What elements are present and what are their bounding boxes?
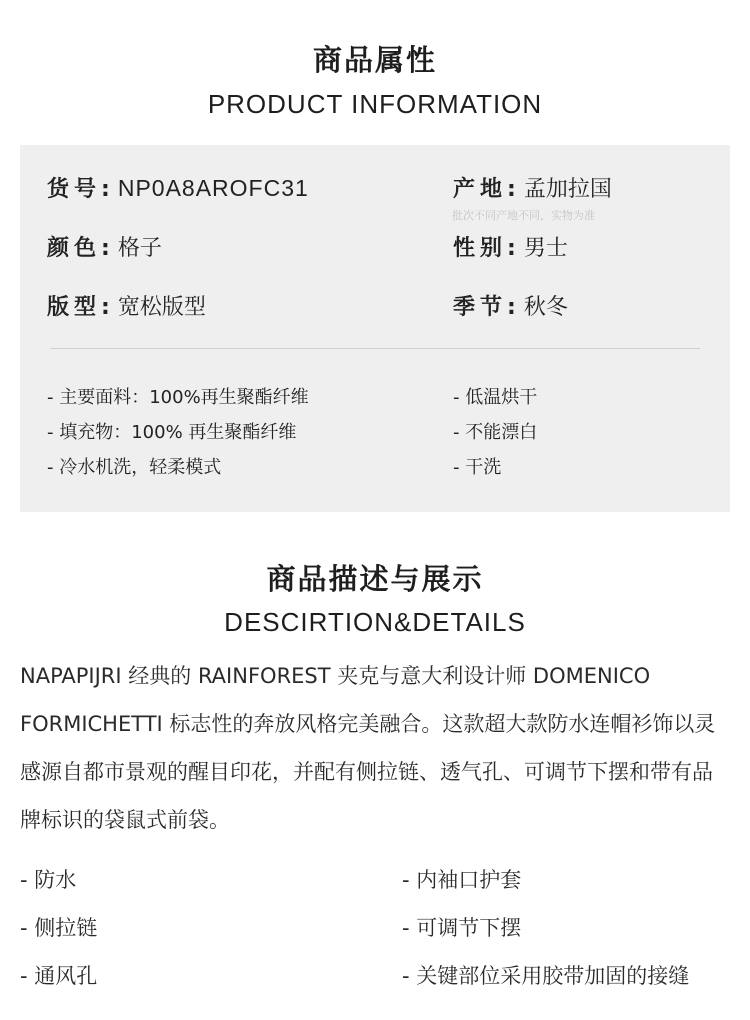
- attr-fit: [47, 290, 206, 321]
- attr-separator: :: [101, 236, 110, 261]
- attr-value: 格子: [117, 236, 162, 261]
- section-title-description-en: DESCIRTION&DETAILS: [224, 607, 526, 637]
- feature-item-waterproof: - 防水: [20, 868, 77, 892]
- attr-season: [453, 290, 568, 321]
- attr-color: [47, 231, 162, 262]
- care-item-tumble-dry-low: - 低温烘干: [453, 387, 538, 408]
- attr-value: 秋冬: [523, 295, 568, 320]
- section-title-description-cn: 商品描述与展示: [266, 562, 484, 596]
- attr-item-number: [47, 172, 309, 203]
- care-item-main-fabric: - 主要面料：100%再生聚酯纤维: [47, 387, 309, 408]
- section-title-product-info-en: PRODUCT INFORMATION: [207, 89, 543, 119]
- care-item-filling: - 填充物：100% 再生聚酯纤维: [47, 422, 297, 443]
- attr-gender: [453, 231, 568, 262]
- care-item-no-bleach: - 不能漂白: [453, 422, 538, 443]
- attr-label: 产地: [453, 177, 508, 202]
- attr-label: 颜色: [47, 236, 102, 261]
- attr-label: 季节: [453, 295, 508, 320]
- feature-item-inner-cuff: - 内袖口护套: [402, 868, 522, 892]
- divider: [50, 348, 700, 349]
- attr-label: 版型: [47, 295, 102, 320]
- attr-separator: :: [507, 236, 516, 261]
- attr-separator: :: [507, 177, 516, 202]
- product-info-panel: [20, 145, 730, 512]
- section-title-product-info-cn: 商品属性: [312, 43, 437, 77]
- feature-item-taped-seams: - 关键部位采用胶带加固的接缝: [402, 964, 690, 988]
- origin-note: 批次不同产地不同，实物为准: [452, 209, 595, 222]
- attr-label: 性别: [453, 236, 508, 261]
- attr-value: NP0A8AROFC31: [117, 175, 309, 201]
- attr-origin: [453, 172, 612, 203]
- attr-value: 宽松版型: [117, 295, 206, 320]
- attr-value: 男士: [523, 236, 568, 261]
- attr-separator: :: [101, 177, 110, 202]
- feature-item-side-zip: - 侧拉链: [20, 916, 98, 940]
- care-item-cold-wash: - 冷水机洗，轻柔模式: [47, 457, 222, 478]
- attr-label: 货号: [47, 177, 102, 202]
- attr-separator: :: [507, 295, 516, 320]
- care-item-dry-clean: - 干洗: [453, 457, 502, 478]
- attr-separator: :: [101, 295, 110, 320]
- feature-item-vents: - 通风孔: [20, 964, 98, 988]
- feature-item-adjustable-hem: - 可调节下摆: [402, 916, 522, 940]
- description-text: NAPAPIJRI 经典的 RAINFOREST 夹克与意大利设计师 DOMENICO FORMICHETTI 标志性的奔放风格完美融合。这款超大款防水连帽衫饰以灵感源自都市景观的醒目印花，并配有侧拉链、透气孔、可调节下摆和带有品牌标识的袋鼠式前袋。: [20, 664, 716, 832]
- attr-value: 孟加拉国: [523, 177, 612, 202]
